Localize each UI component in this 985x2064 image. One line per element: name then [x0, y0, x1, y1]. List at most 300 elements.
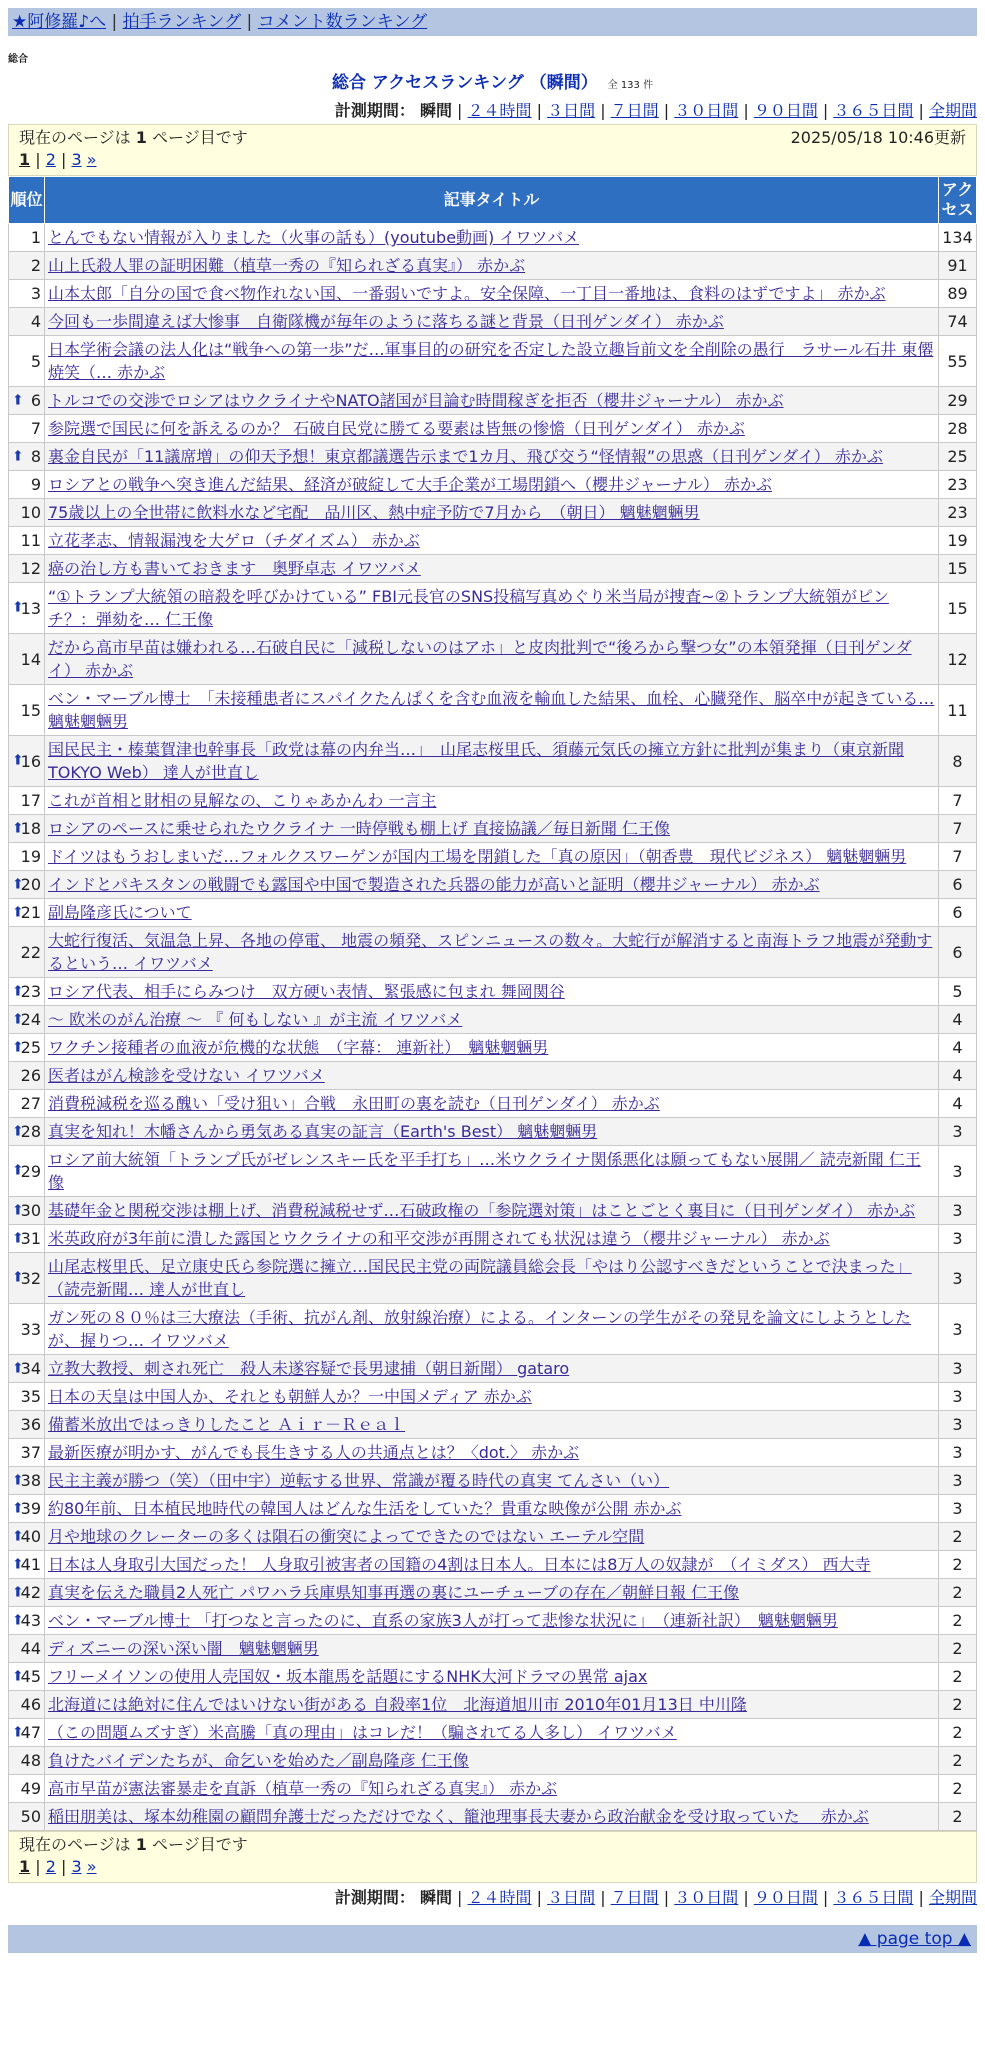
- period-link[interactable]: ２４時間: [467, 101, 532, 120]
- rank-number: 49: [20, 1779, 41, 1798]
- title-cell: [45, 736, 939, 787]
- rank-cell: [9, 1439, 45, 1467]
- rank-cell: [9, 634, 45, 685]
- access-count: 3: [939, 1355, 977, 1383]
- article-link[interactable]: ベン・マーブル博士 「未接種患者にスパイクたんぱくを含む血液を輸血した結果、血栓、心臓発作、脳卒中が起きている… 魑魅魍魎男: [48, 689, 935, 731]
- table-row: [9, 1355, 977, 1383]
- article-link[interactable]: 備蓄米放出ではっきりしたこと Ａｉｒ－Ｒｅａｌ: [48, 1415, 406, 1434]
- up-arrow-icon: ⬆: [12, 448, 24, 464]
- title-cell: [45, 471, 939, 499]
- article-link[interactable]: 日本学術会議の法人化は“戦争への第一歩”だ…軍事目的の研究を否定した設立趣旨前文を全削除の愚行 ラサール石井 東僊焼笑（… 赤かぶ: [48, 340, 934, 382]
- table-row: [9, 1803, 977, 1831]
- article-link[interactable]: 医者はがん検診を受けない イワツバメ: [48, 1066, 325, 1085]
- access-count: 8: [939, 736, 977, 787]
- article-link[interactable]: 月や地球のクレーターの多くは隕石の衝突によってできたのではない エーテル空間: [48, 1527, 645, 1546]
- table-row: [9, 1411, 977, 1439]
- article-link[interactable]: 米英政府が3年前に潰した露国とウクライナの和平交渉が再開されても状況は違う（櫻井ジャーナル） 赤かぶ: [48, 1229, 830, 1248]
- title-header: 記事タイトル: [45, 177, 939, 224]
- rank-number: 36: [20, 1415, 41, 1434]
- table-row: [9, 1495, 977, 1523]
- title-cell: [45, 899, 939, 927]
- article-link[interactable]: ディズニーの深い深い闇 魑魅魍魎男: [48, 1639, 319, 1658]
- article-link[interactable]: 消費税減税を巡る醜い「受け狙い」合戦 永田町の裏を読む（日刊ゲンダイ） 赤かぶ: [48, 1094, 660, 1113]
- period-link[interactable]: ３６５日間: [833, 1888, 914, 1907]
- pager-next[interactable]: »: [86, 1857, 97, 1876]
- rank-cell: [9, 1523, 45, 1551]
- access-count: 2: [939, 1663, 977, 1691]
- table-row: [9, 1062, 977, 1090]
- up-arrow-icon: ⬆: [12, 1528, 24, 1544]
- article-link[interactable]: これが首相と財相の見解なの、こりゃあかんわ 一言主: [48, 791, 437, 810]
- access-count: 74: [939, 308, 977, 336]
- access-header: アクセス: [939, 177, 977, 224]
- title-cell: [45, 685, 939, 736]
- access-count: 19: [939, 527, 977, 555]
- period-label: 計測期間：: [334, 101, 415, 120]
- article-link[interactable]: 裏金自民が「11議席増」の仰天予想！東京都議選告示まで1カ月、飛び交う“怪情報”の思惑（日刊ゲンダイ） 赤かぶ: [48, 447, 883, 466]
- rank-cell: [9, 871, 45, 899]
- rank-cell: [9, 1062, 45, 1090]
- article-link[interactable]: ロシア代表、相手にらみつけ 双方硬い表情、緊張感に包まれ 舞岡関谷: [48, 982, 565, 1001]
- table-row: [9, 843, 977, 871]
- period-link[interactable]: 全期間: [928, 1888, 977, 1907]
- article-link[interactable]: 大蛇行復活、気温急上昇、各地の停電、 地震の頻発、スピンニュースの数々。大蛇行が解消すると南海トラフ地震が発動するという… イワツバメ: [48, 931, 933, 973]
- article-link[interactable]: ロシアのペースに乗せられたウクライナ 一時停戦も棚上げ 直接協議／毎日新聞 仁王像: [48, 819, 670, 838]
- table-row: [9, 634, 977, 685]
- rank-number: 42: [20, 1583, 41, 1602]
- up-arrow-icon: ⬆: [12, 1039, 24, 1055]
- rank-cell: [9, 978, 45, 1006]
- title-cell: [45, 308, 939, 336]
- title-cell: [45, 1719, 939, 1747]
- pager-link[interactable]: 2: [45, 1857, 56, 1876]
- article-link[interactable]: 最新医療が明かす、がんでも長生きする人の共通点とは？〈dot.〉 赤かぶ: [48, 1443, 580, 1462]
- access-count: 28: [939, 415, 977, 443]
- rank-cell: [9, 583, 45, 634]
- rank-cell: [9, 1146, 45, 1197]
- rank-number: 17: [20, 791, 41, 810]
- table-row: [9, 280, 977, 308]
- pager-next[interactable]: »: [86, 150, 97, 169]
- title-cell: [45, 1034, 939, 1062]
- article-link[interactable]: 真実を伝えた職員2人死亡 パワハラ兵庫県知事再選の裏にユーチューブの存在／朝鮮日報 仁王像: [48, 1583, 740, 1602]
- access-count: 12: [939, 634, 977, 685]
- table-row: [9, 308, 977, 336]
- title-cell: [45, 555, 939, 583]
- access-count: 6: [939, 899, 977, 927]
- article-link[interactable]: 日本は人身取引大国だった！ 人身取引被害者の国籍の4割は日本人。日本には8万人の奴隷が （イミダス） 西大寺: [48, 1555, 871, 1574]
- title-cell: [45, 1197, 939, 1225]
- title-cell: [45, 1253, 939, 1304]
- access-count: 134: [939, 224, 977, 252]
- article-link[interactable]: 山尾志桜里氏、足立康史氏ら参院選に擁立…国民民主党の両院議員総会長「やはり公認すべきだということで決まった」（読売新聞… 達人が世直し: [48, 1257, 912, 1299]
- rank-number: 3: [30, 284, 41, 303]
- rank-cell: [9, 1355, 45, 1383]
- title-cell: [45, 1691, 939, 1719]
- rank-cell: [9, 1467, 45, 1495]
- article-link[interactable]: 日本の天皇は中国人か、それとも朝鮮人か？一中国メディア 赤かぶ: [48, 1387, 532, 1406]
- article-link[interactable]: ベン・マーブル博士 「打つなと言ったのに、直系の家族3人が打って悲惨な状況に」 （連新社訳） 魑魅魍魎男: [48, 1611, 838, 1630]
- pager-current: 1: [19, 150, 31, 169]
- title-cell: [45, 1118, 939, 1146]
- access-count: 4: [939, 1090, 977, 1118]
- rank-number: 29: [20, 1161, 41, 1181]
- table-row: [9, 1719, 977, 1747]
- title-cell: [45, 815, 939, 843]
- table-row: [9, 1579, 977, 1607]
- page-status: 現在のページは 1 ページ目です: [19, 128, 248, 147]
- access-count: 3: [939, 1411, 977, 1439]
- up-arrow-icon: ⬆: [12, 1269, 24, 1286]
- access-count: 25: [939, 443, 977, 471]
- table-row: [9, 685, 977, 736]
- access-count: 4: [939, 1062, 977, 1090]
- title-cell: [45, 252, 939, 280]
- access-count: 2: [939, 1579, 977, 1607]
- article-link[interactable]: 今回も一歩間違えば大惨事 自衛隊機が毎年のように落ちる謎と背景（日刊ゲンダイ） 赤かぶ: [48, 312, 724, 331]
- article-link[interactable]: ロシア前大統領「トランプ氏がゼレンスキー氏を平手打ち」…米ウクライナ関係悪化は願ってもない展開／ 読売新聞 仁王像: [48, 1150, 921, 1192]
- table-row: [9, 1118, 977, 1146]
- table-row: [9, 1551, 977, 1579]
- rank-number: 7: [30, 419, 41, 438]
- applause-ranking-link[interactable]: 拍手ランキング: [122, 12, 242, 32]
- article-link[interactable]: 副島隆彦氏について: [48, 903, 192, 922]
- table-row: [9, 1663, 977, 1691]
- title-cell: [45, 1411, 939, 1439]
- table-row: [9, 1467, 977, 1495]
- table-row: [9, 787, 977, 815]
- article-link[interactable]: 癌の治し方も書いておきます 奥野卓志 イワツバメ: [48, 559, 421, 578]
- up-arrow-icon: ⬆: [12, 1500, 24, 1516]
- title-cell: [45, 415, 939, 443]
- table-row: [9, 252, 977, 280]
- title-cell: [45, 1467, 939, 1495]
- access-count: 7: [939, 787, 977, 815]
- rank-cell: [9, 1719, 45, 1747]
- rank-cell: [9, 1411, 45, 1439]
- rank-number: 33: [20, 1319, 41, 1339]
- article-link[interactable]: ワクチン接種者の血液が危機的な状態 （字幕： 連新社） 魑魅魍魎男: [48, 1038, 549, 1057]
- title-cell: [45, 1355, 939, 1383]
- title-cell: [45, 787, 939, 815]
- rank-cell: [9, 1775, 45, 1803]
- table-row: [9, 1775, 977, 1803]
- up-arrow-icon: ⬆: [12, 752, 24, 769]
- pager-link[interactable]: 3: [71, 1857, 82, 1876]
- table-row: [9, 1439, 977, 1467]
- article-link[interactable]: 基礎年金と関税交渉は棚上げ、消費税減税せず…石破政権の「参院選対策」はことごとく裏目に（日刊ゲンダイ） 赤かぶ: [48, 1201, 916, 1220]
- period-link[interactable]: ９０日間: [753, 1888, 818, 1907]
- table-row: [9, 1146, 977, 1197]
- home-link[interactable]: ★阿修羅♪へ: [12, 12, 107, 32]
- article-link[interactable]: ドイツはもうおしまいだ…フォルクスワーゲンが国内工場を閉鎖した「真の原因」（朝香豊 現代ビジネス） 魑魅魍魎男: [48, 847, 907, 866]
- rank-number: 41: [20, 1555, 41, 1574]
- table-row: [9, 1691, 977, 1719]
- table-row: [9, 415, 977, 443]
- up-arrow-icon: ⬆: [12, 1011, 24, 1027]
- period-link[interactable]: ３０日間: [674, 1888, 739, 1907]
- title-cell: [45, 634, 939, 685]
- rank-number: 39: [20, 1499, 41, 1518]
- rank-number: 27: [20, 1094, 41, 1113]
- rank-cell: [9, 443, 45, 471]
- access-count: 91: [939, 252, 977, 280]
- table-row: [9, 336, 977, 387]
- rank-cell: [9, 1691, 45, 1719]
- rank-number: 16: [20, 751, 41, 771]
- title-cell: [45, 1607, 939, 1635]
- up-arrow-icon: ⬆: [12, 1556, 24, 1572]
- rank-cell: [9, 1118, 45, 1146]
- rank-number: 48: [20, 1751, 41, 1770]
- access-count: 3: [939, 1467, 977, 1495]
- table-row: [9, 978, 977, 1006]
- rank-number: 18: [20, 819, 41, 838]
- rank-cell: [9, 1225, 45, 1253]
- access-count: 2: [939, 1523, 977, 1551]
- article-link[interactable]: 高市早苗が憲法審暴走を直訴（植草一秀の『知られざる真実』） 赤かぶ: [48, 1779, 558, 1798]
- period-link[interactable]: ３日間: [547, 1888, 596, 1907]
- rank-number: 1: [30, 228, 41, 247]
- rank-cell: [9, 736, 45, 787]
- article-link[interactable]: 国民民主・榛葉賀津也幹事長「政党は幕の内弁当…」 山尾志桜里氏、須藤元気氏の擁立方針に批判が集まり（東京新聞TOKYO Web） 達人が世直し: [48, 740, 905, 782]
- rank-cell: [9, 787, 45, 815]
- article-link[interactable]: 真実を知れ！木幡さんから勇気ある真実の証言（Earth's Best） 魑魅魍魎男: [48, 1122, 598, 1141]
- rank-cell: [9, 1579, 45, 1607]
- table-row: [9, 1383, 977, 1411]
- access-count: 3: [939, 1197, 977, 1225]
- period-link[interactable]: ７日間: [610, 101, 659, 120]
- rank-cell: [9, 1747, 45, 1775]
- period-link[interactable]: ３日間: [547, 101, 596, 120]
- article-link[interactable]: “①トランプ大統領の暗殺を呼びかけている” FBI元長官のSNS投稿写真めぐり米当局が捜査~②トランプ大統領がピンチ？：弾劾を… 仁王像: [48, 587, 889, 629]
- up-arrow-icon: ⬆: [12, 1202, 24, 1218]
- rank-cell: [9, 415, 45, 443]
- article-link[interactable]: 負けたバイデンたちが、命乞いを始めた／副島隆彦 仁王像: [48, 1751, 469, 1770]
- nav-separator: |: [111, 12, 118, 32]
- title-cell: [45, 1062, 939, 1090]
- article-link[interactable]: 約80年前、日本植民地時代の韓国人はどんな生活をしていた？貴重な映像が公開 赤かぶ: [48, 1499, 682, 1518]
- access-count: 3: [939, 1225, 977, 1253]
- title-cell: [45, 499, 939, 527]
- table-row: [9, 443, 977, 471]
- title-cell: [45, 1225, 939, 1253]
- rank-cell: [9, 1090, 45, 1118]
- table-row: [9, 1006, 977, 1034]
- up-arrow-icon: ⬆: [12, 1162, 24, 1179]
- rank-number: 19: [20, 847, 41, 866]
- rank-cell: [9, 1197, 45, 1225]
- rank-cell: [9, 336, 45, 387]
- pager-current: 1: [19, 1857, 31, 1876]
- article-link[interactable]: 北海道には絶対に住んではいけない街がある 自殺率1位 北海道旭川市 2010年01月13日 中川隆: [48, 1695, 747, 1714]
- rank-number: 37: [20, 1443, 41, 1462]
- up-arrow-icon: ⬆: [12, 1360, 24, 1376]
- article-link[interactable]: 75歳以上の全世帯に飲料水など宅配 品川区、熱中症予防で7月から （朝日） 魑魅魍魎男: [48, 503, 700, 522]
- rank-number: 6: [30, 391, 41, 410]
- rank-number: 15: [20, 700, 41, 720]
- rank-cell: [9, 252, 45, 280]
- article-link[interactable]: 立教大教授、刺され死亡 殺人未遂容疑で長男逮捕（朝日新聞） gataro: [48, 1359, 570, 1378]
- access-count: 3: [939, 1439, 977, 1467]
- table-row: [9, 1304, 977, 1355]
- rank-number: 2: [30, 256, 41, 275]
- period-link[interactable]: ３０日間: [674, 101, 739, 120]
- updated-time: 2025/05/18 10:46更新: [790, 128, 966, 147]
- access-count: 23: [939, 471, 977, 499]
- table-row: [9, 1747, 977, 1775]
- access-count: 3: [939, 1304, 977, 1355]
- access-count: 89: [939, 280, 977, 308]
- rank-number: 11: [20, 531, 41, 550]
- article-link[interactable]: 山本太郎「自分の国で食べ物作れない国、一番弱いですよ。安全保障、一丁目一番地は、食料のはずですよ」 赤かぶ: [48, 284, 886, 303]
- rank-cell: [9, 1034, 45, 1062]
- period-label: 計測期間：: [334, 1888, 415, 1907]
- up-arrow-icon: ⬆: [12, 983, 24, 999]
- rank-number: 9: [30, 475, 41, 494]
- article-link[interactable]: だから高市早苗は嫌われる…石破自民に「減税しないのはアホ」と皮肉批判で“後ろから撃つ女”の本領発揮（日刊ゲンダイ） 赤かぶ: [48, 638, 912, 680]
- article-link[interactable]: とんでもない情報が入りました（火事の話も）(youtube動画) イワツバメ: [48, 228, 580, 247]
- period-link[interactable]: 全期間: [928, 101, 977, 120]
- article-link[interactable]: 稲田朋美は、塚本幼稚園の顧問弁護士だっただけでなく、籠池理事長夫妻から政治献金を受け取っていた 赤かぶ: [48, 1807, 869, 1826]
- title-cell: [45, 1383, 939, 1411]
- title-cell: [45, 843, 939, 871]
- title-cell: [45, 1090, 939, 1118]
- rank-cell: [9, 815, 45, 843]
- page-top-link[interactable]: ▲ page top ▲: [858, 1929, 971, 1949]
- rank-number: 32: [20, 1268, 41, 1288]
- access-count: 7: [939, 843, 977, 871]
- up-arrow-icon: ⬆: [12, 1472, 24, 1488]
- article-link[interactable]: （この問題ムズすぎ）米高騰「真の理由」はコレだ！（騙されてる人多し） イワツバメ: [48, 1723, 677, 1742]
- footer-bar: [8, 1925, 977, 1953]
- rank-number: 35: [20, 1387, 41, 1406]
- table-row: [9, 927, 977, 978]
- access-count: 2: [939, 1719, 977, 1747]
- access-count: 2: [939, 1775, 977, 1803]
- comment-ranking-link[interactable]: コメント数ランキング: [257, 12, 428, 32]
- title-cell: [45, 1146, 939, 1197]
- up-arrow-icon: ⬆: [12, 392, 24, 408]
- pager-link[interactable]: 3: [71, 150, 82, 169]
- rank-number: 30: [20, 1201, 41, 1220]
- page-title-text: 総合 アクセスランキング （瞬間）: [331, 73, 598, 93]
- access-count: 2: [939, 1607, 977, 1635]
- article-link[interactable]: ガン死の８０％は三大療法（手術、抗がん剤、放射線治療）による。インターンの学生がその発見を論文にしようとしたが、握りつ… イワツバメ: [48, 1308, 912, 1350]
- title-cell: [45, 1579, 939, 1607]
- article-link[interactable]: 立花孝志、情報漏洩を大ゲロ（チダイズム） 赤かぶ: [48, 531, 420, 550]
- access-count: 3: [939, 1495, 977, 1523]
- period-link[interactable]: ９０日間: [753, 101, 818, 120]
- period-current: 瞬間: [419, 101, 452, 120]
- table-row: [9, 1607, 977, 1635]
- rank-number: 23: [20, 982, 41, 1001]
- total-count: 全 133 件: [607, 80, 654, 91]
- title-cell: [45, 1663, 939, 1691]
- pager-link[interactable]: 2: [45, 150, 56, 169]
- table-row: [9, 499, 977, 527]
- access-count: 2: [939, 1551, 977, 1579]
- access-count: 3: [939, 1253, 977, 1304]
- rank-number: 47: [20, 1723, 41, 1742]
- title-cell: [45, 1635, 939, 1663]
- rank-cell: [9, 1635, 45, 1663]
- table-row: [9, 815, 977, 843]
- period-link[interactable]: ３６５日間: [833, 101, 914, 120]
- nav-separator: |: [246, 12, 253, 32]
- rank-number: 40: [20, 1527, 41, 1546]
- status-box-bottom: [8, 1831, 977, 1883]
- title-cell: [45, 1304, 939, 1355]
- article-link[interactable]: ロシアとの戦争へ突き進んだ結果、経済が破綻して大手企業が工場閉鎖へ（櫻井ジャーナル） 赤かぶ: [48, 475, 772, 494]
- rank-number: 12: [20, 559, 41, 578]
- up-arrow-icon: ⬆: [12, 1612, 24, 1628]
- access-count: 23: [939, 499, 977, 527]
- period-link[interactable]: ２４時間: [467, 1888, 532, 1907]
- rank-number: 50: [20, 1807, 41, 1826]
- rank-cell: [9, 387, 45, 415]
- rank-cell: [9, 1607, 45, 1635]
- access-count: 7: [939, 815, 977, 843]
- access-count: 3: [939, 1383, 977, 1411]
- period-selector-top: 計測期間： 瞬間 | ２４時間 | ３日間 | ７日間 | ３０日間 | ９０日間 | ３６５日間 | 全期間: [334, 101, 977, 120]
- table-row: [9, 224, 977, 252]
- page-title: [8, 73, 977, 96]
- table-row: [9, 527, 977, 555]
- rank-cell: [9, 927, 45, 978]
- article-link[interactable]: トルコでの交渉でロシアはウクライナやNATO諸国が目論む時間稼ぎを拒否（櫻井ジャーナル） 赤かぶ: [48, 391, 784, 410]
- rank-cell: [9, 1495, 45, 1523]
- rank-number: 38: [20, 1471, 41, 1490]
- page-status: 現在のページは 1 ページ目です: [19, 1835, 248, 1854]
- article-link[interactable]: フリーメイソンの使用人売国奴・坂本龍馬を話題にするNHK大河ドラマの異常 ajax: [48, 1667, 648, 1686]
- rank-number: 43: [20, 1611, 41, 1630]
- title-cell: [45, 1775, 939, 1803]
- rank-cell: [9, 1383, 45, 1411]
- rank-cell: [9, 1304, 45, 1355]
- top-nav: [8, 8, 977, 36]
- status-box-top: [8, 124, 977, 176]
- article-link[interactable]: 民主主義が勝つ（笑）（田中宇）逆転する世界、常識が覆る時代の真実 てんさい（い）: [48, 1471, 670, 1490]
- title-cell: [45, 1439, 939, 1467]
- up-arrow-icon: ⬆: [12, 1123, 24, 1139]
- up-arrow-icon: ⬆: [12, 1724, 24, 1740]
- rank-cell: [9, 1663, 45, 1691]
- article-link[interactable]: 参院選で国民に何を訴えるのか？ 石破自民党に勝てる要素は皆無の惨憺（日刊ゲンダイ） 赤かぶ: [48, 419, 745, 438]
- article-link[interactable]: ～ 欧米のがん治療 ～ 『 何もしない 』が主流 イワツバメ: [48, 1010, 463, 1029]
- table-row: [9, 555, 977, 583]
- title-cell: [45, 527, 939, 555]
- rank-number: 31: [20, 1229, 41, 1248]
- rank-cell: [9, 308, 45, 336]
- title-cell: [45, 1551, 939, 1579]
- access-count: 6: [939, 871, 977, 899]
- rank-number: 46: [20, 1695, 41, 1714]
- up-arrow-icon: ⬆: [12, 599, 24, 616]
- rank-cell: [9, 1551, 45, 1579]
- period-link[interactable]: ７日間: [610, 1888, 659, 1907]
- article-link[interactable]: 山上氏殺人罪の証明困難（植草一秀の『知られざる真実』） 赤かぶ: [48, 256, 526, 275]
- rank-number: 45: [20, 1667, 41, 1686]
- article-link[interactable]: インドとパキスタンの戦闘でも露国や中国で製造された兵器の能力が高いと証明（櫻井ジャーナル） 赤かぶ: [48, 875, 820, 894]
- access-count: 4: [939, 1034, 977, 1062]
- up-arrow-icon: ⬆: [12, 876, 24, 892]
- rank-cell: [9, 1253, 45, 1304]
- access-count: 29: [939, 387, 977, 415]
- access-count: 3: [939, 1146, 977, 1197]
- table-row: [9, 387, 977, 415]
- rank-cell: [9, 1803, 45, 1831]
